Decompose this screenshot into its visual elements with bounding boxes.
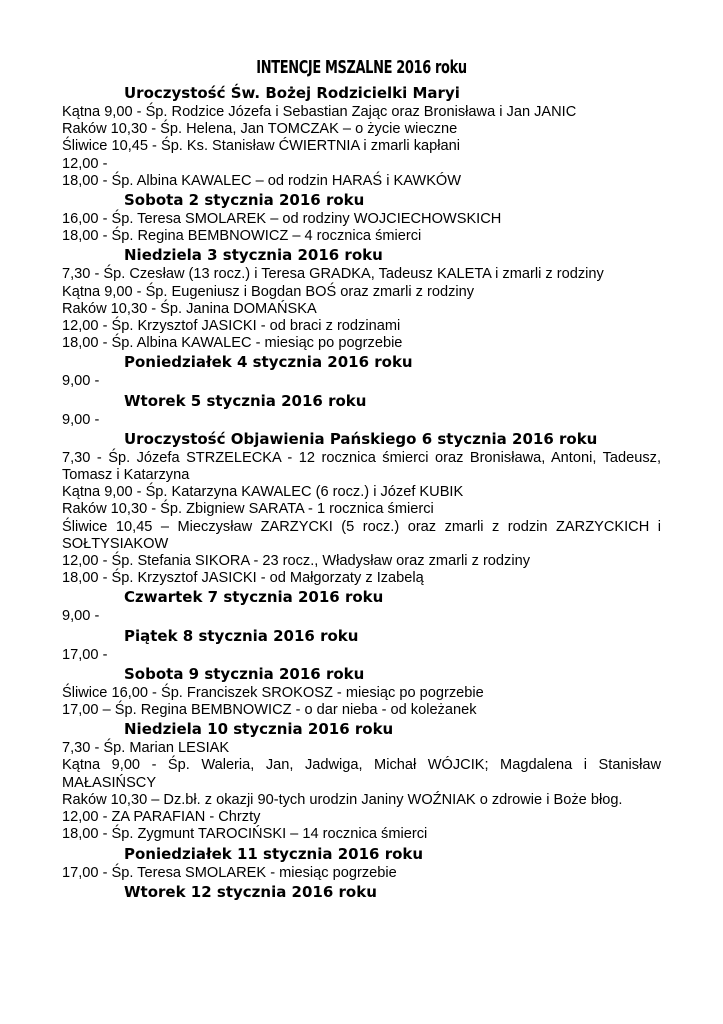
day-heading: Niedziela 10 stycznia 2016 roku	[124, 720, 394, 739]
mass-intention-entry: 12,00 - Śp. Krzysztof JASICKI - od braci z rodzinami	[62, 318, 401, 335]
mass-intention-entry: Kątna 9,00 - Śp. Katarzyna KAWALEC (6 rocz.) i Józef KUBIK	[62, 484, 464, 501]
mass-intention-entry: 16,00 - Śp. Teresa SMOLAREK – od rodziny WOJCIECHOWSKICH	[62, 211, 502, 228]
day-heading: Piątek 8 stycznia 2016 roku	[124, 626, 359, 645]
day-heading: Uroczystość Św. Bożej Rodzicielki Maryi	[124, 84, 460, 102]
mass-intention-entry: 18,00 - Śp. Krzysztof JASICKI - od Małgorzaty z Izabelą	[62, 570, 424, 587]
mass-intention-entry: Raków 10,30 - Śp. Janina DOMAŃSKA	[62, 300, 317, 317]
intentions-list	[62, 83, 661, 903]
document-title: INTENCJE MSZALNE 2016 roku	[256, 57, 467, 78]
mass-intention-entry: 9,00 -	[62, 411, 100, 428]
mass-intention-entry: Śliwice 10,45 - Śp. Ks. Stanisław ĆWIERTNIA i zmarli kapłani	[62, 138, 460, 155]
mass-intention-entry: 7,30 - Śp. Marian LESIAK	[62, 740, 230, 757]
mass-intention-entry: Śliwice 16,00 - Śp. Franciszek SROKOSZ - miesiąc po pogrzebie	[62, 684, 484, 701]
day-heading: Poniedziałek 4 stycznia 2016 roku	[124, 353, 413, 372]
mass-intention-entry: Raków 10,30 – Dz.bł. z okazji 90-tych urodzin Janiny WOŹNIAK o zdrowie i Boże błog.	[62, 791, 623, 808]
mass-intention-entry: 9,00 -	[62, 608, 100, 625]
mass-intention-entry: 17,00 – Śp. Regina BEMBNOWICZ - o dar nieba - od koleżanek	[62, 702, 477, 719]
day-heading: Wtorek 5 stycznia 2016 roku	[124, 391, 367, 410]
mass-intention-entry: 12,00 -	[62, 155, 108, 172]
mass-intention-entry: 18,00 - Śp. Regina BEMBNOWICZ – 4 rocznica śmierci	[62, 228, 422, 245]
mass-intention-entry: Kątna 9,00 - Śp. Waleria, Jan, Jadwiga, Michał WÓJCIK; Magdalena i Stanisław MAŁASIŃSCY	[62, 757, 661, 791]
mass-intention-entry: Raków 10,30 - Śp. Helena, Jan TOMCZAK – o życie wieczne	[62, 121, 458, 138]
mass-intention-entry: Kątna 9,00 - Śp. Eugeniusz i Bogdan BOŚ oraz zmarli z rodziny	[62, 283, 475, 300]
day-heading: Czwartek 7 stycznia 2016 roku	[124, 588, 384, 607]
mass-intention-entry: 9,00 -	[62, 373, 100, 390]
mass-intention-entry: 18,00 - Śp. Zygmunt TAROCIŃSKI – 14 rocznica śmierci	[62, 826, 428, 843]
mass-intention-entry: Śliwice 10,45 – Mieczysław ZARZYCKI (5 rocz.) oraz zmarli z rodzin ZARZYCKICH i SOŁTYSIAKOW	[62, 518, 661, 552]
mass-intention-entry: 7,30 - Śp. Józefa STRZELECKA - 12 rocznica śmierci oraz Bronisława, Antoni, Tadeusz, Tomasz i Katarzyna	[62, 449, 661, 484]
mass-intention-entry: 18,00 - Śp. Albina KAWALEC - miesiąc po pogrzebie	[62, 335, 403, 352]
day-heading: Sobota 2 stycznia 2016 roku	[124, 191, 365, 210]
day-heading: Wtorek 12 stycznia 2016 roku	[124, 882, 377, 901]
day-heading: Poniedziałek 11 stycznia 2016 roku	[124, 844, 424, 863]
mass-intention-entry: Kątna 9,00 - Śp. Rodzice Józefa i Sebastian Zając oraz Bronisława i Jan JANIC	[62, 104, 577, 120]
mass-intention-entry: 7,30 - Śp. Czesław (13 rocz.) i Teresa GRADKA, Tadeusz KALETA i zmarli z rodziny	[62, 266, 604, 283]
day-heading: Uroczystość Objawienia Pańskiego 6 stycznia 2016 roku	[124, 429, 598, 448]
day-heading: Niedziela 3 stycznia 2016 roku	[124, 246, 383, 265]
mass-intention-entry: 18,00 - Śp. Albina KAWALEC – od rodzin HARAŚ i KAWKÓW	[62, 172, 462, 189]
mass-intention-entry: 17,00 -	[62, 646, 108, 663]
day-heading: Sobota 9 stycznia 2016 roku	[124, 664, 365, 683]
mass-intention-entry: 12,00 - Śp. Stefania SIKORA - 23 rocz., Władysław oraz zmarli z rodziny	[62, 553, 530, 570]
mass-intention-entry: 17,00 - Śp. Teresa SMOLAREK - miesiąc pogrzebie	[62, 864, 397, 881]
mass-intention-entry: Raków 10,30 - Śp. Zbigniew SARATA - 1 rocznica śmierci	[62, 501, 434, 518]
mass-intention-entry: 12,00 - ZA PARAFIAN - Chrzty	[62, 809, 261, 826]
